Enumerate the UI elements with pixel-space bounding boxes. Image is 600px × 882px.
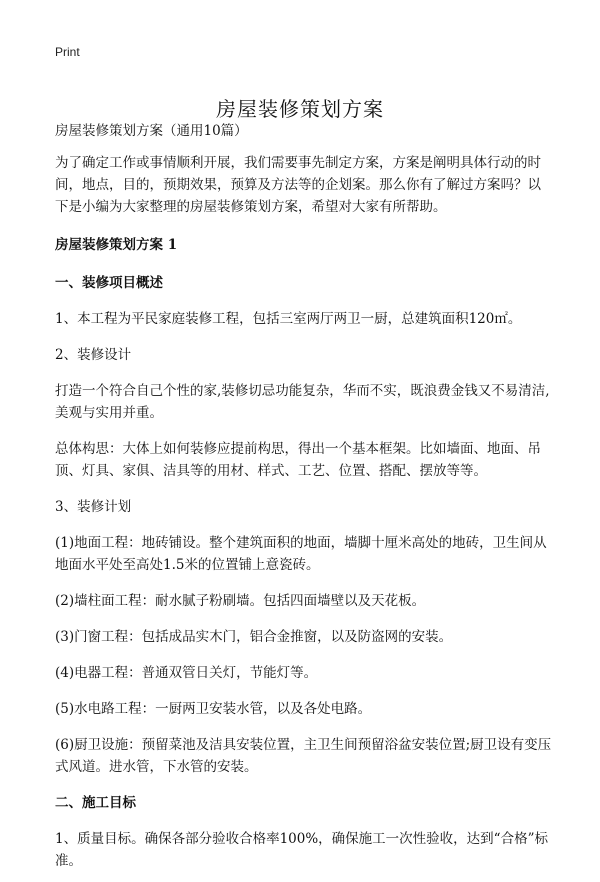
plan-item-6: (6)厨卫设施：预留菜池及洁具安装位置，主卫生间预留浴盆安装位置;厨卫设有变压式风道。进水管，下水管的安装。 [55, 737, 552, 775]
plan-item-4: (4)电器工程：普通双管日关灯，节能灯等。 [55, 665, 318, 681]
plan-item-1: (1)地面工程：地砖铺设。整个建筑面积的地面，墙脚十厘米高处的地砖，卫生间从地面水平处至高处1.5米的位置铺上意瓷砖。 [55, 535, 547, 573]
section-label: 房屋装修策划方案 1 [55, 237, 178, 253]
goal-item-1: 1、质量目标。确保各部分验收合格率100%，确保施工一次性验收，达到“合格”标准。 [55, 831, 548, 869]
print-label[interactable]: Print [55, 45, 80, 59]
design-description: 打造一个符合自己个性的家,装修切忌功能复杂，华而不实，既浪费金钱又不易清洁,美观与实用并重。 [55, 383, 550, 421]
heading-construction-goals: 二、施工目标 [55, 795, 136, 811]
intro-paragraph: 为了确定工作或事情顺利开展，我们需要事先制定方案，方案是阐明具体行动的时间，地点，目的，预期效果，预算及方法等的企划案。那么你有了解过方案吗？以下是小编为大家整理的房屋装修策划方案，希望对大家有所帮助。 [55, 155, 541, 215]
plan-item-3: (3)门窗工程：包括成品实木门，铝合金推窗，以及防盗网的安装。 [55, 629, 453, 645]
page-title: 房屋装修策划方案 [216, 97, 384, 122]
overall-concept: 总体构思：大体上如何装修应提前构思，得出一个基本框架。比如墙面、地面、吊顶、灯具、家俱、洁具等的用材、样式、工艺、位置、搭配、摆放等等。 [55, 441, 541, 479]
overview-item-1: 1、本工程为平民家庭装修工程，包括三室两厅两卫一厨，总建筑面积120㎡。 [55, 311, 522, 327]
plan-item-5: (5)水电路工程：一厨两卫安装水管，以及各处电路。 [55, 701, 372, 717]
document-body [55, 120, 552, 882]
plan-item-2: (2)墙柱面工程：耐水腻子粉刷墙。包括四面墙壁以及天花板。 [55, 593, 426, 609]
overview-item-2: 2、装修设计 [55, 347, 132, 363]
heading-project-overview: 一、装修项目概述 [55, 275, 163, 291]
document-subtitle: 房屋装修策划方案（通用10篇） [55, 123, 248, 139]
overview-item-3: 3、装修计划 [55, 499, 132, 515]
